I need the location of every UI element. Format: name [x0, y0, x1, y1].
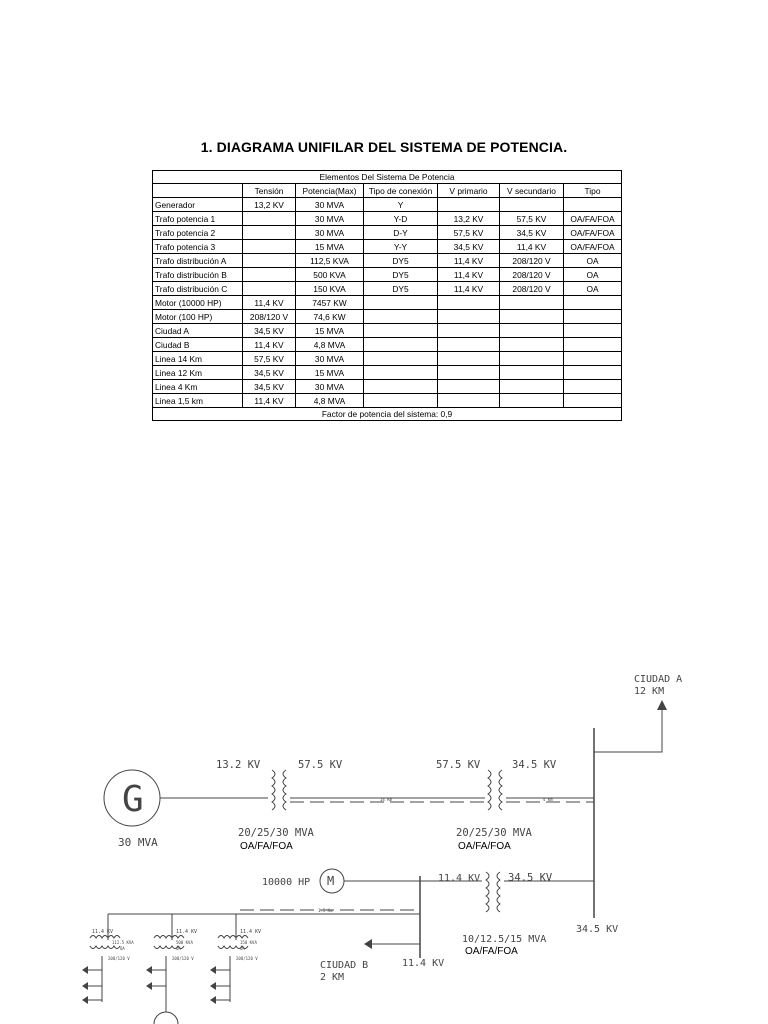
t3-primary-voltage: 11.4 KV: [438, 873, 481, 884]
element-name-cell: Ciudad A: [153, 324, 243, 338]
table-cell: OA/FA/FOA: [564, 226, 622, 240]
table-cell: [564, 366, 622, 380]
ciudad-b-arrow-icon: [364, 939, 372, 949]
table-cell: 34,5 KV: [438, 240, 500, 254]
table-cell: [243, 226, 296, 240]
table-cell: [500, 296, 564, 310]
dist-a-primary: 11.4 KV: [92, 929, 114, 935]
power-factor-note: Factor de potencia del sistema: 0,9: [153, 408, 622, 421]
table-cell: [438, 352, 500, 366]
ciudad-a-name: CIUDAD A: [634, 674, 683, 685]
table-cell: [243, 268, 296, 282]
dist-b-primary-coil: [154, 936, 184, 939]
dist-a-rating: 112.5 KVA: [112, 940, 134, 945]
ciudad-b-name: CIUDAD B: [320, 960, 369, 971]
table-cell: Y-Y: [364, 240, 438, 254]
header-cell: V primario: [438, 184, 500, 198]
element-name-cell: Linea 1,5 km: [153, 394, 243, 408]
table-cell: 4,8 MVA: [296, 338, 364, 352]
table-cell: OA/FA/FOA: [564, 240, 622, 254]
table-cell: 208/120 V: [243, 310, 296, 324]
element-name-cell: Trafo distribución A: [153, 254, 243, 268]
table-cell: [438, 394, 500, 408]
t2-rating: 20/25/30 MVA: [456, 827, 532, 839]
transformer-1-primary-coil: [272, 770, 275, 810]
table-cell: 30 MVA: [296, 226, 364, 240]
t1-cooling: OA/FA/FOA: [240, 841, 293, 852]
element-name-cell: Trafo distribución B: [153, 268, 243, 282]
transformer-3-secondary-coil: [497, 872, 500, 912]
table-cell: 11,4 KV: [243, 296, 296, 310]
table-cell: D-Y: [364, 226, 438, 240]
table-cell: [438, 324, 500, 338]
table-cell: [438, 296, 500, 310]
table-cell: [364, 394, 438, 408]
t2-primary-voltage: 57.5 KV: [436, 759, 481, 771]
table-cell: [564, 380, 622, 394]
dist-a-secondary: 208/120 V: [108, 956, 130, 961]
table-cell: [364, 380, 438, 394]
table-row: [153, 324, 622, 338]
table-row: [153, 226, 622, 240]
table-cell: 74,6 KW: [296, 310, 364, 324]
transformer-2-primary-coil: [488, 770, 491, 810]
t3-cooling: OA/FA/FOA: [465, 946, 518, 957]
table-cell: [500, 366, 564, 380]
table-cell: [500, 352, 564, 366]
header-cell: [153, 184, 243, 198]
table-cell: 4,8 MVA: [296, 394, 364, 408]
element-name-cell: Trafo distribución C: [153, 282, 243, 296]
table-row: [153, 198, 622, 212]
generator-rating: 30 MVA: [118, 836, 158, 849]
table-row: [153, 240, 622, 254]
table-cell: 57,5 KV: [243, 352, 296, 366]
table-cell: DY5: [364, 254, 438, 268]
load-arrow-icon: [82, 966, 88, 974]
table-cell: 11,4 KV: [243, 338, 296, 352]
table-row: [153, 366, 622, 380]
load-arrow-icon: [82, 996, 88, 1004]
table-row: [153, 380, 622, 394]
table-cell: [438, 366, 500, 380]
table-cell: 15 MVA: [296, 366, 364, 380]
table-cell: 13,2 KV: [438, 212, 500, 226]
element-name-cell: Ciudad B: [153, 338, 243, 352]
table-cell: 150 KVA: [296, 282, 364, 296]
motor-symbol-label: M: [327, 874, 335, 888]
table-cell: [500, 380, 564, 394]
table-cell: [243, 254, 296, 268]
table-cell: [500, 198, 564, 212]
table-cell: [438, 380, 500, 394]
table-row: [153, 338, 622, 352]
elements-table: [152, 170, 622, 421]
dist-b-secondary: 208/120 V: [172, 956, 194, 961]
element-name-cell: Trafo potencia 2: [153, 226, 243, 240]
table-cell: [364, 338, 438, 352]
table-cell: 30 MVA: [296, 198, 364, 212]
table-cell: [564, 296, 622, 310]
table-cell: 7457 KW: [296, 296, 364, 310]
table-cell: 34,5 KV: [243, 380, 296, 394]
table-cell: [500, 338, 564, 352]
line-4km-label: 4 Km: [543, 797, 553, 802]
load-arrow-icon: [82, 982, 88, 990]
t1-primary-voltage: 13.2 KV: [216, 759, 261, 771]
dist-c-primary: 11.4 KV: [240, 929, 262, 935]
table-cell: 11,4 KV: [438, 268, 500, 282]
load-arrow-icon: [210, 982, 216, 990]
table-cell: Y: [364, 198, 438, 212]
header-cell: V secundario: [500, 184, 564, 198]
element-name-cell: Trafo potencia 1: [153, 212, 243, 226]
table-cell: OA: [564, 282, 622, 296]
dist-c-cooling: OA: [240, 946, 245, 951]
table-row: [153, 268, 622, 282]
ciudad-a-arrow-icon: [657, 700, 667, 710]
t3-secondary-voltage: 34.5 KV: [508, 872, 553, 884]
table-cell: 57,5 KV: [500, 212, 564, 226]
table-cell: [243, 240, 296, 254]
table-cell: 208/120 V: [500, 282, 564, 296]
generator-symbol-label: G: [122, 779, 144, 820]
table-row: [153, 394, 622, 408]
table-cell: 34,5 KV: [243, 324, 296, 338]
table-cell: [564, 394, 622, 408]
element-name-cell: Linea 12 Km: [153, 366, 243, 380]
table-row: [153, 352, 622, 366]
table-cell: [564, 198, 622, 212]
table-row: [153, 212, 622, 226]
element-name-cell: Trafo potencia 3: [153, 240, 243, 254]
dist-c-primary-coil: [218, 936, 248, 939]
table-cell: 30 MVA: [296, 380, 364, 394]
dist-c-rating: 150 KVA: [240, 940, 257, 945]
table-cell: OA: [564, 268, 622, 282]
table-cell: 34,5 KV: [243, 366, 296, 380]
line-1-5km-label: 1.5 Km: [318, 908, 333, 913]
table-cell: 57,5 KV: [438, 226, 500, 240]
table-cell: 15 MVA: [296, 324, 364, 338]
table-cell: OA/FA/FOA: [564, 212, 622, 226]
table-cell: [438, 310, 500, 324]
table-cell: [364, 366, 438, 380]
header-cell: Tipo: [564, 184, 622, 198]
table-cell: 112,5 KVA: [296, 254, 364, 268]
table-cell: OA: [564, 254, 622, 268]
table-header-row: [153, 184, 622, 198]
element-name-cell: Linea 14 Km: [153, 352, 243, 366]
transformer-2-secondary-coil: [499, 770, 502, 810]
header-cell: Potencia(Max): [296, 184, 364, 198]
table-cell: 208/120 V: [500, 254, 564, 268]
load-arrow-icon: [210, 996, 216, 1004]
t3-rating: 10/12.5/15 MVA: [462, 934, 547, 945]
t2-cooling: OA/FA/FOA: [458, 841, 511, 852]
load-arrow-icon: [146, 982, 152, 990]
table-row: [153, 296, 622, 310]
table-cell: [500, 324, 564, 338]
transformer-3-primary-coil: [486, 872, 489, 912]
element-name-cell: Linea 4 Km: [153, 380, 243, 394]
table-cell: [438, 198, 500, 212]
header-cell: Tensión: [243, 184, 296, 198]
element-name-cell: Motor (10000 HP): [153, 296, 243, 310]
table-caption: Elementos Del Sistema De Potencia: [153, 171, 622, 184]
table-cell: [364, 352, 438, 366]
line-14km-label: 14 Km: [380, 797, 393, 802]
single-line-diagram: [0, 640, 768, 1024]
t1-secondary-voltage: 57.5 KV: [298, 759, 343, 771]
dist-b-primary: 11.4 KV: [176, 929, 198, 935]
dist-a-secondary-coil: [90, 946, 120, 949]
transformer-1-secondary-coil: [283, 770, 286, 810]
table-cell: 500 KVA: [296, 268, 364, 282]
element-name-cell: Motor (100 HP): [153, 310, 243, 324]
table-cell: DY5: [364, 268, 438, 282]
table-cell: [243, 212, 296, 226]
load-arrow-icon: [210, 966, 216, 974]
table-cell: [564, 310, 622, 324]
t2-secondary-voltage: 34.5 KV: [512, 759, 557, 771]
table-cell: 15 MVA: [296, 240, 364, 254]
bus-34-5kv-label: 34.5 KV: [576, 924, 619, 935]
table-cell: 208/120 V: [500, 268, 564, 282]
table-cell: Y-D: [364, 212, 438, 226]
table-cell: 11,4 KV: [438, 254, 500, 268]
table-cell: [364, 296, 438, 310]
table-cell: [500, 310, 564, 324]
dist-a-cooling: OA: [120, 946, 125, 951]
table-row: [153, 310, 622, 324]
table-cell: [243, 282, 296, 296]
table-cell: [564, 352, 622, 366]
dist-c-secondary: 208/120 V: [236, 956, 258, 961]
table-cell: [500, 394, 564, 408]
load-arrow-icon: [146, 966, 152, 974]
dist-a-primary-coil: [90, 936, 120, 939]
element-name-cell: Generador: [153, 198, 243, 212]
table-row: [153, 254, 622, 268]
t1-rating: 20/25/30 MVA: [238, 827, 314, 839]
table-cell: 11,4 KV: [243, 394, 296, 408]
ciudad-a-distance: 12 KM: [634, 686, 665, 697]
dist-b-rating: 500 KVA: [176, 940, 193, 945]
table-cell: 34,5 KV: [500, 226, 564, 240]
table-cell: [564, 324, 622, 338]
table-cell: DY5: [364, 282, 438, 296]
table-cell: 11,4 KV: [438, 282, 500, 296]
table-cell: [438, 338, 500, 352]
table-cell: [364, 310, 438, 324]
bus-11-4kv-label: 11.4 KV: [402, 958, 445, 969]
table-row: [153, 282, 622, 296]
ciudad-b-distance: 2 KM: [320, 972, 345, 983]
header-cell: Tipo de conexión: [364, 184, 438, 198]
table-footer-row: [153, 408, 622, 421]
feeder-ciudad-a: [594, 710, 662, 752]
page-title: 1. DIAGRAMA UNIFILAR DEL SISTEMA DE POTENCIA.: [200, 139, 568, 155]
table-cell: 30 MVA: [296, 352, 364, 366]
table-cell: 11,4 KV: [500, 240, 564, 254]
table-cell: [364, 324, 438, 338]
dist-b-cooling: OA: [176, 946, 181, 951]
motor-10000hp-label: 10000 HP: [262, 877, 311, 888]
table-cell: 30 MVA: [296, 212, 364, 226]
table-cell: [564, 338, 622, 352]
table-cell: 13,2 KV: [243, 198, 296, 212]
motor-100hp-symbol: [154, 1012, 178, 1024]
